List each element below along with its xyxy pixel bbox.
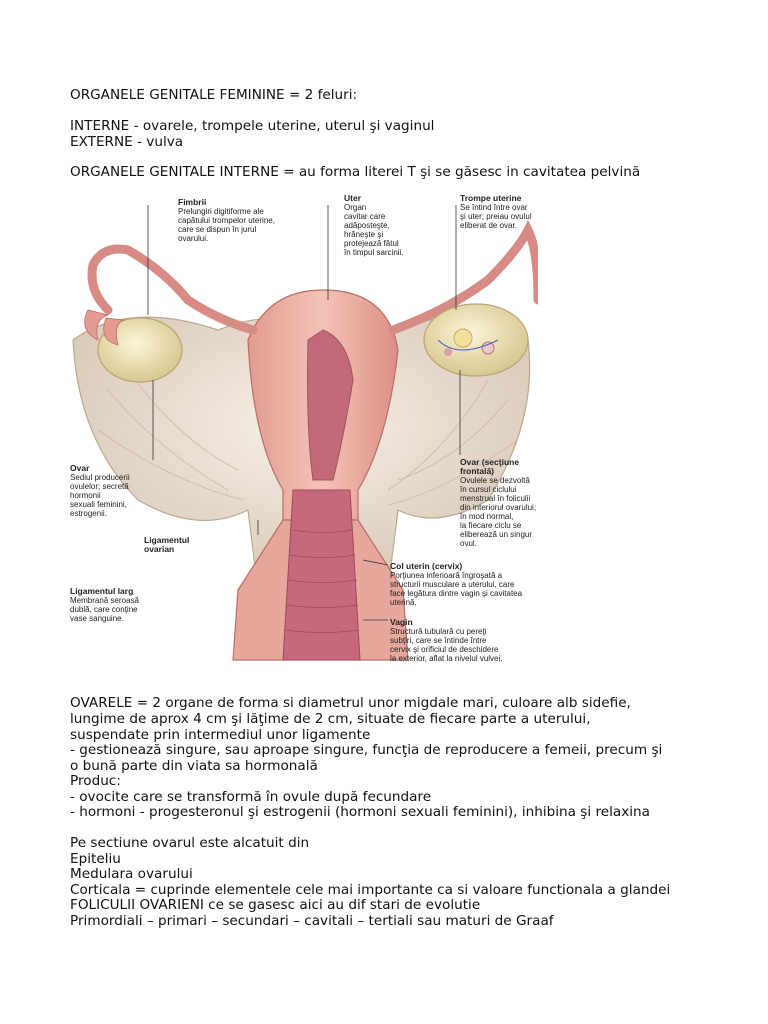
sectiune-line-1: Pe sectiune ovarul este alcatuit din bbox=[70, 835, 310, 851]
ovarele-line-1: OVARELE = 2 organe de forma si diametrul unor migdale mari, culoare alb sidefie, bbox=[70, 695, 631, 711]
follicle bbox=[454, 329, 472, 347]
label-ovar: Ovar Sediul producerii ovulelor; secretă hormonii sexuali feminini, estrogenii. bbox=[70, 463, 130, 518]
anatomy-figure bbox=[68, 190, 538, 680]
label-ligament-larg: Ligamentul larg Membrană seroasă dublă, care conţine vase sanguine. bbox=[70, 586, 139, 623]
label-trompe: Trompe uterine Se întind între ovar şi uter; preiau ovulul eliberat de ovar. bbox=[460, 193, 532, 230]
label-ligament-ovarian: Ligamentul ovarian bbox=[144, 535, 190, 554]
sectiune-line-6: Primordiali – primari – secundari – cavitali – tertiali sau maturi de Graaf bbox=[70, 913, 554, 929]
label-col-uterin: Col uterin (cervix) Porţiunea inferioară îngroşată a structurii musculare a uterului, care face legătura dintre vagin şi cavitatea uterină. bbox=[390, 561, 523, 607]
interne-line: INTERNE - ovarele, trompele uterine, uterul şi vaginul bbox=[70, 118, 435, 134]
interne-forma-line: ORGANELE GENITALE INTERNE = au forma literei T şi se găsesc in cavitatea pelvină bbox=[70, 164, 641, 180]
sectiune-line-2: Epiteliu bbox=[70, 851, 121, 867]
follicle bbox=[444, 348, 452, 356]
sectiune-line-3: Medulara ovarului bbox=[70, 866, 193, 882]
ovarele-line-5: o bună parte din viata sa hormonală bbox=[70, 758, 318, 774]
ovarele-line-8: - hormoni - progesteronul şi estrogenii (hormoni sexuali feminini), inhibina şi relaxina bbox=[70, 804, 650, 820]
left-tube bbox=[92, 249, 253, 330]
externe-line: EXTERNE - vulva bbox=[70, 134, 184, 150]
vaginal-canal bbox=[283, 490, 360, 660]
ovarele-line-7: - ovocite care se transformă în ovule după fecundare bbox=[70, 789, 432, 805]
sectiune-line-5: FOLICULII OVARIENI ce se gasesc aici au dif stari de evolutie bbox=[70, 897, 481, 913]
label-uter: Uter Organ cavitar care adăposteşte, hrăneşte şi protejează fătul în timpul sarcinii. bbox=[344, 193, 404, 257]
ovarele-line-4: - gestionează singure, sau aproape singure, funcţia de reproducere a femeii, precum şi bbox=[70, 742, 663, 758]
right-ovary-section bbox=[424, 304, 528, 376]
label-ovar-sectiune: Ovar (secţiune frontală) Ovulele se dezvoltă în cursul ciclului menstrual în foliculii din interiorul ovarului; în mod normal, la fiecare ciclu se eliberează un singur ovul. bbox=[460, 457, 537, 548]
doc-title: ORGANELE GENITALE FEMININE = 2 feluri: bbox=[70, 87, 358, 103]
ovarele-line-6: Produc: bbox=[70, 773, 121, 789]
label-fimbrii: Fimbrii Prelungiri digitiforme ale capătului trompelor uterine, care se dispun în jurul ovarului. bbox=[178, 197, 275, 243]
sectiune-line-4: Corticala = cuprinde elementele cele mai importante ca si valoare functionala a glandei bbox=[70, 882, 671, 898]
ovarele-line-3: suspendate prin intermediul unor ligamente bbox=[70, 727, 371, 743]
ovarele-line-2: lungime de aprox 4 cm şi lăţime de 2 cm, situate de fiecare parte a uterului, bbox=[70, 711, 591, 727]
label-vagin: Vagin Structură tubulară cu pereţi subţiri, care se întinde între cervix şi orificiul de deschidere la exterior, aflat la nivelul vulvei. bbox=[390, 617, 503, 663]
follicle bbox=[482, 342, 494, 354]
